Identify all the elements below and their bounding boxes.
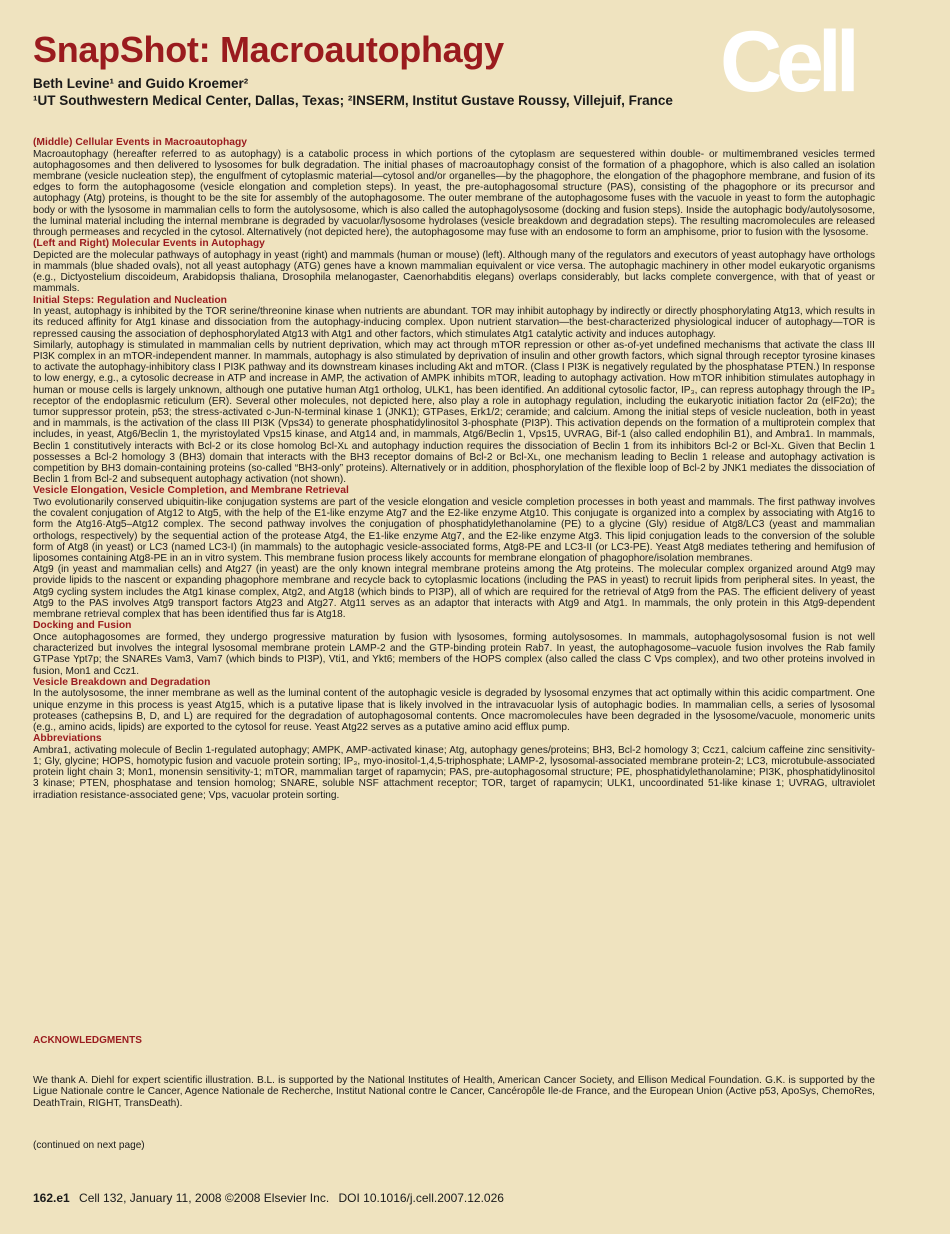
section-paragraph: In yeast, autophagy is inhibited by the TOR serine/threonine kinase when nutrients are abundant. TOR may inhibit autophagy by indirectly or directly phosphorylating Atg13, which results in its reduced affinity for Atg1 kinase and dissociation from the autophagy-inducing complex. Upon nutrient starvation—the best-characterized physiological inducer of autophagy—TOR is repressed causing the association of dephosphorylated Atg13 with Atg1 and other factors, which stimulates Atg1 catalytic activity and induces autophagy.	[33, 306, 875, 340]
section-heading: (Middle) Cellular Events in Macroautophagy	[33, 137, 247, 148]
footer	[33, 1191, 510, 1205]
section-heading: Vesicle Elongation, Vesicle Completion, and Membrane Retrieval	[33, 485, 349, 497]
page-number: 162.e1	[33, 1191, 70, 1205]
authors: Beth Levine¹ and Guido Kroemer²	[33, 76, 249, 91]
cell-logo: Cell	[720, 14, 854, 110]
section-paragraph: Depicted are the molecular pathways of autophagy in yeast (right) and mammals (human or mouse) (left). Although many of the regulators and executors of yeast autophagy have orthologs in mammals (blue shaded ovals), not all yeast autophagy (ATG) genes have a known mammalian equivalent or vice versa. The autophagic machinery in other model eukaryotic organisms (e.g., Dictyostelium discoideum, Arabidopsis thaliana, Drosophila melanogaster, Caenorhabditis elegans) overlaps considerably, but lacks complete convergence, with that of yeast or mammals.	[33, 249, 875, 295]
section-heading: Docking and Fusion	[33, 620, 132, 632]
article-body	[33, 137, 875, 801]
section-paragraph: Similarly, autophagy is stimulated in mammalian cells by nutrient deprivation, which may act through mTOR repression or other as-of-yet undefined mechanisms that activate the class III PI3K complex in an mTOR-independent manner. In mammals, autophagy is also stimulated by deprivation of insulin and other growth factors, which signal through receptor tyrosine kinases to activate the autophagy-inhibitory class I PI3K pathway and its downstream kinases including Akt and mTOR. (Class I PI3K is negatively regulated by the phosphatase PTEN.) In response to low energy, e.g., a cytosolic decrease in ATP and increase in AMP, the activation of AMPK inhibits mTOR, leading to autophagy activation. How mTOR inhibition stimulates autophagy in human or mouse cells is largely unknown, although one putative human Atg1 ortholog, ULK1, has been identified. An additional cytosolic factor, IP₃, can repress autophagy through the IP₃ receptor of the endoplasmic reticulum (ER). Several other molecules, not depicted here, also play a role in autophagy regulation, including the eukaryotic initiation factor 2α (eIF2α); the tumor suppressor protein, p53; the stress-activated c-Jun-N-terminal kinase 1 (JNK1); GTPases, Erk1/2; ceramide; and calcium. Among the initial steps of vesicle nucleation, both in yeast and in mammals, is the activation of the class III PI3K (Vps34) to generate phosphatidylinositol 3-phosphate (PI3P). This activation depends on the formation of a multiprotein complex that includes, in yeast, Atg6/Beclin 1, the myristoylated Vps15 kinase, and Atg14 and, in mammals, Atg6/Beclin 1, Vps15, UVRAG, Bif-1 (also called endophilin B1), and Ambra1. In mammals, Beclin 1 constitutively interacts with Bcl-2 or its close homolog Bcl-Xʟ and autophagy induction requires the dissociation of Beclin 1 from its inhibitors Bcl-2 or Bcl-Xʟ. Given that Beclin 1 possesses a Bcl-2 homology 3 (BH3) domain that interacts with the BH3 receptor domains of Bcl-2 or Bcl-Xʟ, one mechanism leading to Beclin 1 release and autophagy activation is competition by BH3 domain-containing proteins (so-called “BH3-only” proteins). Alternatively or in addition, phosphorylation of the flexible loop of Bcl-2 by JNK1 mediates the dissociation of Beclin 1 from Bcl-2 and subsequent autophagy activation (not shown).	[33, 339, 875, 486]
section-heading: Abbreviations	[33, 733, 102, 745]
doi: DOI 10.1016/j.cell.2007.12.026	[338, 1191, 504, 1205]
section-paragraph: Once autophagosomes are formed, they undergo progressive maturation by fusion with lysosomes, forming autolysosomes. In mammals, autophagolysosomal fusion is not well characterized but involves the integral lysosomal membrane protein LAMP-2 and the GTP-binding protein Rab7. In yeast, the autophagosome–vacuole fusion involves the Rab family GTPase Ypt7p; the SNAREs Vam3, Vam7 (which binds to PI3P), Vti1, and Ykt6; members of the HOPS complex (also called the class C Vps complex), and two other proteins involved in fusion, Mon1 and Ccz1.	[33, 631, 875, 677]
section-heading: Initial Steps: Regulation and Nucleation	[33, 294, 227, 306]
continued-note: (continued on next page)	[33, 1140, 145, 1151]
affiliations: ¹UT Southwestern Medical Center, Dallas, Texas; ²INSERM, Institut Gustave Roussy, Villejuif, France	[33, 93, 673, 108]
section-paragraph: Atg9 (in yeast and mammalian cells) and Atg27 (in yeast) are the only known integral membrane proteins among the Atg proteins. The molecular complex organized around Atg9 may provide lipids to the nascent or expanding phagophore membrane and recycle back to cytoplasmic locations (including the PAS in yeast) to recruit lipids from peripheral sites. In yeast, the Atg9 cycling system includes the Atg1 kinase complex, Atg2, and Atg18 (which binds to PI3P), all of which are required for the retrieval of Atg9 from the PAS. The efficient delivery of yeast Atg9 to the PAS involves Atg9 transport factors Atg23 and Atg27. Atg11 serves as an adaptor that interacts with Atg9 and Atg1. In mammals, the only protein in this Atg9-dependent membrane retrieval complex that has been identified thus far is Atg18.	[33, 564, 875, 621]
section-paragraph: Macroautophagy (hereafter referred to as autophagy) is a catabolic process in which portions of the cytoplasm are sequestered within double- or multimembraned vesicles termed autophagosomes and then delivered to lysosomes for bulk degradation. The initial phases of macroautophagy consist of the formation of a phagophore, which is also called an isolation membrane (vesicle nucleation step), the engulfment of cytoplasmic material—cytosol and/or organelles—by the phagophore, the elongation of the phagophore membrane, and fusion of its edges to form the autophagosome (vesicle elongation and completion steps). In yeast, the pre-autophagosomal structure (PAS), consisting of the phagophore or its precursor and autophagy (Atg) proteins, is thought to be the site for assembly of the autophagosome. The outer membrane of the autophagosome fuses with the vacuole in yeast to form the autophagic body or with the lysosome in mammalian cells to form the autolysosome, which is also called the autophagolysosome (docking and fusion steps). Inside the autophagic body/autolysosome, the luminal material including the internal membrane is degraded by vacuolar/lysosome hydrolases (vesicle breakdown and degradation steps). The resulting macromolecules are released through permeases and recycled in the cytosol. Alternatively (not depicted here), the autophagosome may fuse with an endosome to form an amphisome, prior to fusion with the lysosome.	[33, 148, 875, 239]
section-heading: (Left and Right) Molecular Events in Autophagy	[33, 238, 265, 250]
page-title: SnapShot: Macroautophagy	[33, 29, 504, 70]
acknowledgments-text: We thank A. Diehl for expert scientific illustration. B.L. is supported by the National Institutes of Health, American Cancer Society, and Ellison Medical Foundation. G.K. is supported by the Ligue Nationale contre le Cancer, Agence Nationale de Recherche, Institut National contre le Cancer, Cancéropôle Ile-de France, and the European Union (Active p53, ApoSys, ChemoRes, DeathTrain, RIGHT, TransDeath).	[33, 1075, 875, 1109]
section-paragraph: In the autolysosome, the inner membrane as well as the luminal content of the autophagic vesicle is degraded by lysosomal enzymes that act optimally within this acidic compartment. One unique enzyme in this process is yeast Atg15, which is a putative lipase that is likely involved in the intravacuolar lysis of autophagic bodies. In mammalian cells, a series of lysosomal proteases (cathepsins B, D, and L) are required for the degradation of autophagosomal contents. Once macromolecules have been degraded in the lysosome/vacuole, monomeric units (e.g., amino acids, lipids) are exported to the cytosol for reuse. Yeast Atg22 serves as a putative amino acid efflux pump.	[33, 688, 875, 733]
acknowledgments-heading: ACKNOWLEDGMENTS	[33, 1035, 142, 1046]
section-paragraph: Two evolutionarily conserved ubiquitin-like conjugation systems are part of the vesicle elongation and vesicle completion processes in both yeast and mammals. The first pathway involves the covalent conjugation of Atg12 to Atg5, with the help of the E1-like enzyme Atg7 and the E2-like enzyme Atg10. This conjugate is organized into a complex by associating with Atg16 to form the Atg16·Atg5–Atg12 complex. The second pathway involves the conjugation of phosphatidylethanolamine (PE) to a glycine (Gly) residue of Atg8/LC3 (yeast and mammalian orthologs, respectively) by the sequential action of the protease Atg4, the E1-like enzyme Atg7, and the E2-like enzyme Atg3. This lipid conjugation leads to the conversion of the soluble form of Atg8 (in yeast) or LC3 (named LC3-I) (in mammals) to the autophagic vesicle-associated forms, Atg8-PE and LC3-II (or LC3-PE). Yeast Atg8 mediates tethering and hemifusion of liposomes containing Atg8-PE in an in vitro system. This membrane fusion process likely accounts for membrane elongation of phagophore/isolation membranes.	[33, 497, 875, 565]
section-paragraph: Ambra1, activating molecule of Beclin 1-regulated autophagy; AMPK, AMP-activated kinase; Atg, autophagy genes/proteins; BH3, Bcl-2 homology 3; Ccz1, calcium caffeine zinc sensitivity-1; Gly, glycine; HOPS, homotypic fusion and vacuole protein sorting; IP₃, myo-inositol-1,4,5-triphosphate; LAMP-2, lysosomal-associated membrane protein-2; LC3, microtubule-associated protein light chain 3; Mon1, monensin sensitivity-1; mTOR, mammalian target of rapamycin; PAS, pre-autophagosomal structure; PE, phosphatidylethanolamine; PI3K, phosphatidylinositol 3 kinase; PTEN, phosphatase and tension homolog; SNARE, soluble NSF attachment receptor; TOR, target of rapamycin; ULK1, uncoordinated 51-like kinase 1; UVRAG, ultraviolet irradiation resistance-associated gene; Vps, vacuolar protein sorting.	[33, 744, 875, 801]
section-heading: Vesicle Breakdown and Degradation	[33, 676, 211, 688]
journal-citation: Cell 132, January 11, 2008 ©2008 Elsevier Inc.	[79, 1191, 330, 1205]
